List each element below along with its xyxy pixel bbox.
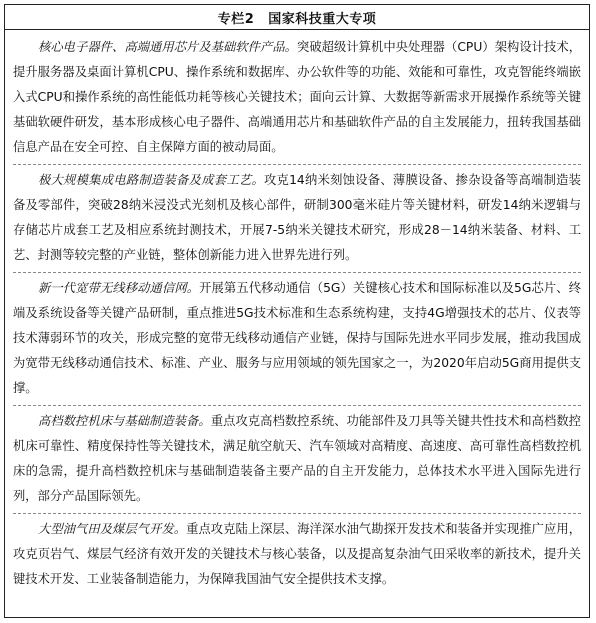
project-heading: 核心电子器件、高端通用芯片及基础软件产品。 — [38, 40, 297, 54]
project-heading: 新一代宽带无线移动通信网。 — [38, 281, 200, 295]
project-item-integrated-circuits — [13, 165, 581, 273]
box-header — [5, 5, 589, 30]
project-description: 重点攻克陆上深层、海洋深水油气勘探开发技术和装备并实现推广应用，攻克页岩气、煤层气经济有效开发的关键技术与核心装备，以及提高复杂油气田采收率的新技术，提升关键技术开发、工业装备制造能力，为保障我国油气安全提供技术支撑。 — [13, 522, 581, 586]
project-description: 攻克14纳米刻蚀设备、薄膜设备、掺杂设备等高端制造装备及零部件，突破28纳米浸没式光刻机及核心部件，研制300毫米硅片等关键材料，研发14纳米逻辑与存储芯片成套工艺及相应系统封测技术，开展7-5纳米关键技术研究，形成28－14纳米装备、材料、工艺、封测等较完整的产业链，整体创新能力进入世界先进行列。 — [13, 173, 581, 262]
project-heading: 高档数控机床与基础制造装备。 — [38, 414, 211, 428]
project-item-core-electronics — [13, 32, 581, 165]
project-heading: 大型油气田及煤层气开发。 — [38, 522, 187, 536]
box-title: 国家科技重大专项 — [268, 11, 377, 27]
box-body — [5, 30, 589, 596]
project-item-wireless-network — [13, 273, 581, 406]
project-item-cnc-machines — [13, 406, 581, 514]
project-description: 突破超级计算机中央处理器（CPU）架构设计技术，提升服务器及桌面计算机CPU、操作系统和数据库、办公软件等的功能、效能和可靠性，攻克智能终端嵌入式CPU和操作系统的高性能低功耗等核心关键技术；面向云计算、大数据等新需求开展操作系统等关键基础软硬件研发，基本形成核心电子器件、高端通用芯片和基础软件产品的自主发展能力，扭转我国基础信息产品在安全可控、自主保障方面的被动局面。 — [13, 40, 581, 154]
project-item-oil-gas — [13, 514, 581, 596]
project-description: 重点攻克高档数控系统、功能部件及刀具等关键共性技术和高档数控机床可靠性、精度保持性等关键技术，满足航空航天、汽车领域对高精度、高速度、高可靠性高档数控机床的急需，提升高档数控机床与基础制造装备主要产品的自主开发能力，总体技术水平进入国际先进行列，部分产品国际领先。 — [13, 414, 581, 503]
feature-box — [4, 4, 590, 618]
project-description: 开展第五代移动通信（5G）关键核心技术和国际标准以及5G芯片、终端及系统设备等关键产品研制，重点推进5G技术标准和生态系统构建，支持4G增强技术的芯片、仪表等技术薄弱环节的攻关，形成完整的宽带无线移动通信产业链，保持与国际先进水平同步发展，推动我国成为宽带无线移动通信技术、标准、产业、服务与应用领域的领先国家之一，为2020年启动5G商用提供支撑。 — [13, 281, 581, 395]
project-heading: 极大规模集成电路制造装备及成套工艺。 — [38, 173, 264, 187]
box-number: 专栏2 — [217, 11, 255, 27]
